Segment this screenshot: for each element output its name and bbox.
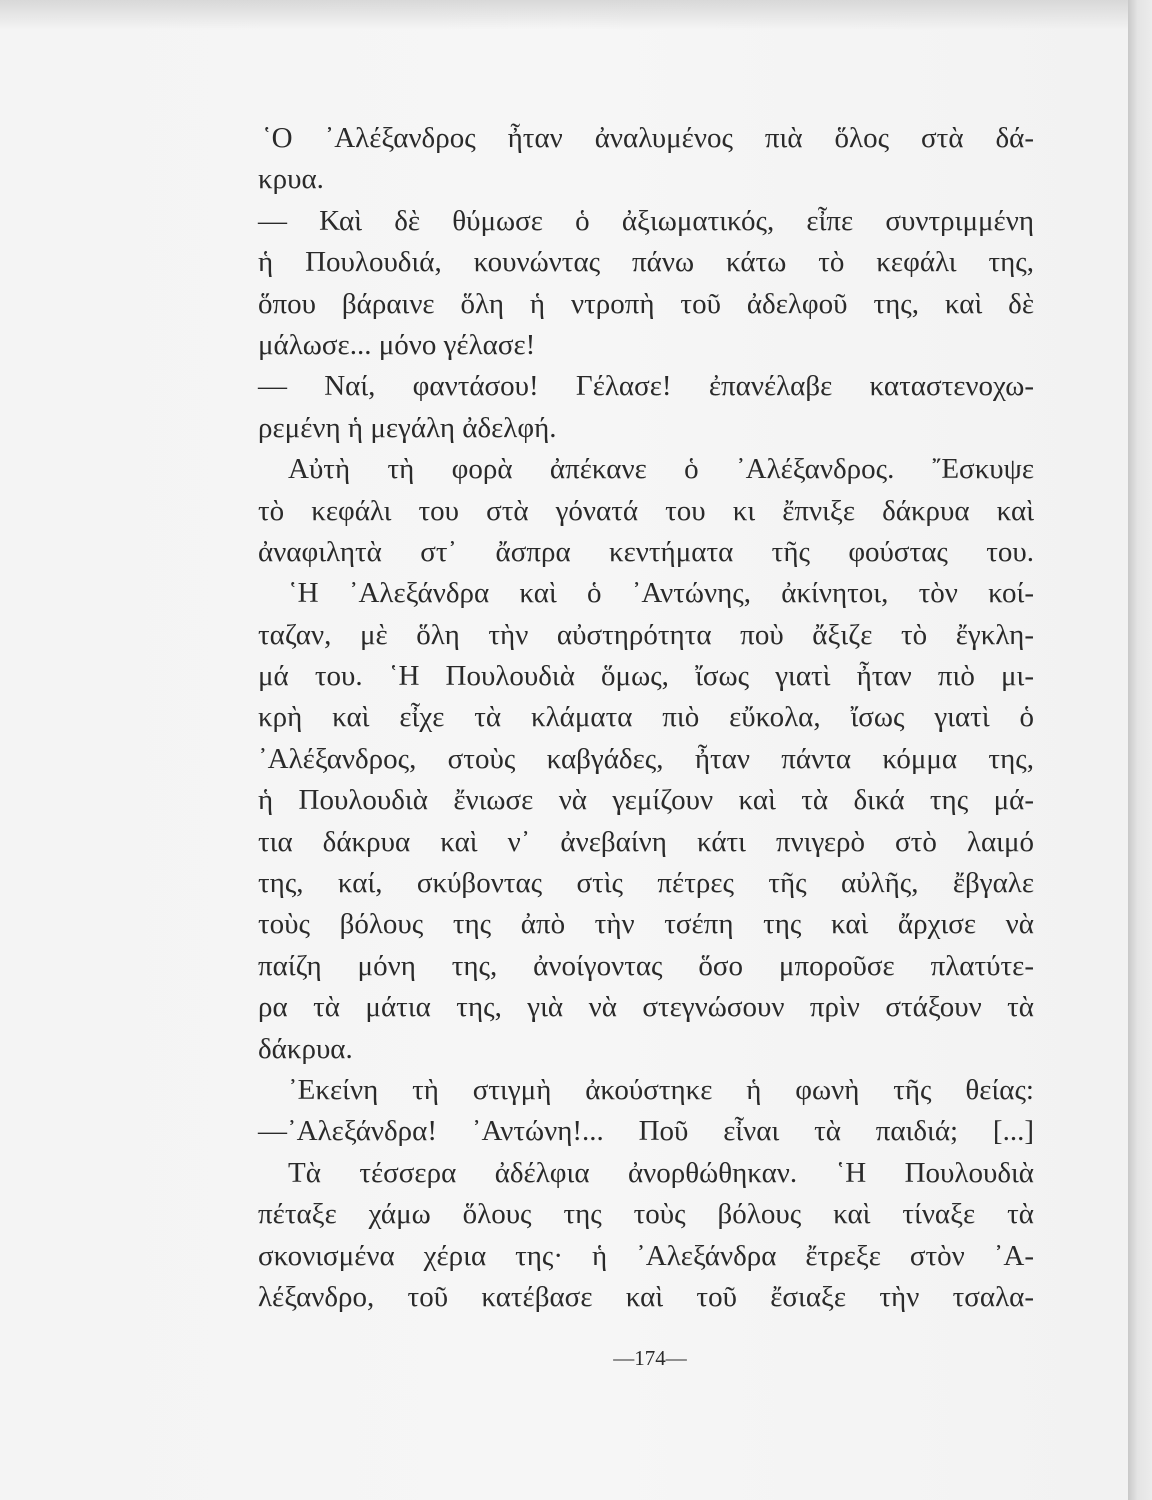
- text-line: — Καὶ δὲ θύμωσε ὁ ἀξιωματικός, εἶπε συντριμμένη: [258, 204, 1034, 237]
- text-line: Τὰ τέσσερα ἀδέλφια ἀνορθώθηκαν. ῾Η Πουλουδιὰ: [288, 1156, 1034, 1189]
- text-line: ᾿Αλέξανδρος, στοὺς καβγάδες, ἦταν πάντα κόμμα της,: [258, 742, 1034, 775]
- page-number: —174—: [613, 1346, 687, 1370]
- text-line: ᾿Εκείνη τὴ στιγμὴ ἀκούστηκε ἡ φωνὴ τῆς θείας:: [288, 1073, 1034, 1106]
- text-line: τοὺς βόλους της ἀπὸ τὴν τσέπη της καὶ ἄρχισε νὰ: [258, 908, 1034, 941]
- text-line: κρυα.: [258, 163, 324, 196]
- text-line: δάκρυα.: [258, 1032, 353, 1065]
- page-edge-shadow: [1128, 0, 1152, 1500]
- text-line: ἡ Πουλουδιά, κουνώντας πάνω κάτω τὸ κεφάλι της,: [258, 246, 1034, 279]
- text-line: μάλωσε... μόνο γέλασε!: [258, 328, 536, 361]
- text-line: σκονισμένα χέρια της· ἡ ᾿Αλεξάνδρα ἔτρεξε στὸν ᾿Α-: [258, 1239, 1034, 1272]
- text-line: — Ναί, φαντάσου! Γέλασε! ἐπανέλαβε καταστενοχω-: [258, 370, 1034, 403]
- text-line: ἀναφιλητὰ στ᾿ ἄσπρα κεντήματα τῆς φούστας του.: [258, 535, 1034, 568]
- text-line: λέξανδρο, τοῦ κατέβασε καὶ τοῦ ἔσιαξε τὴν τσαλα-: [258, 1280, 1034, 1313]
- body-text: [258, 118, 1034, 1318]
- text-line: ῾Ο ᾿Αλέξανδρος ἦταν ἀναλυμένος πιὰ ὅλος στὰ δά-: [262, 122, 1034, 154]
- text-line: Αὐτὴ τὴ φορὰ ἀπέκανε ὁ ᾿Αλέξανδρος. ῎Εσκυψε: [288, 453, 1034, 486]
- text-line: ταζαν, μὲ ὅλη τὴν αὐστηρότητα ποὺ ἄξιζε τὸ ἔγκλη-: [258, 618, 1034, 651]
- text-line: ρεμένη ἡ μεγάλη ἀδελφή.: [258, 411, 557, 444]
- text-line: τια δάκρυα καὶ ν᾿ ἀνεβαίνη κάτι πνιγερὸ στὸ λαιμό: [258, 825, 1034, 858]
- text-line: τὸ κεφάλι του στὰ γόνατά του κι ἔπνιξε δάκρυα καὶ: [258, 494, 1034, 527]
- text-line: ρα τὰ μάτια της, γιὰ νὰ στεγνώσουν πρὶν στάξουν τὰ: [258, 991, 1034, 1024]
- text-line: πέταξε χάμω ὅλους της τοὺς βόλους καὶ τίναξε τὰ: [258, 1198, 1034, 1231]
- scan-top-shadow: [0, 0, 1128, 30]
- text-line: παίζη μόνη της, ἀνοίγοντας ὅσο μποροῦσε πλατύτε-: [258, 949, 1034, 982]
- text-line: μά του. ῾Η Πουλουδιὰ ὅμως, ἴσως γιατὶ ἦταν πιὸ μι-: [258, 660, 1034, 693]
- text-line: ἡ Πουλουδιὰ ἔνιωσε νὰ γεμίζουν καὶ τὰ δικά της μά-: [258, 784, 1034, 817]
- text-line: κρὴ καὶ εἶχε τὰ κλάματα πιὸ εὔκολα, ἴσως γιατὶ ὁ: [258, 701, 1034, 734]
- text-line: ὅπου βάραινε ὅλη ἡ ντροπὴ τοῦ ἀδελφοῦ της, καὶ δὲ: [258, 287, 1034, 320]
- text-line: —᾿Αλεξάνδρα! ᾿Αντώνη!... Ποῦ εἶναι τὰ παιδιά; [...]: [258, 1115, 1034, 1148]
- text-line: ῾Η ᾿Αλεξάνδρα καὶ ὁ ᾿Αντώνης, ἀκίνητοι, τὸν κοί-: [288, 577, 1034, 610]
- text-line: της, καί, σκύβοντας στὶς πέτρες τῆς αὐλῆς, ἔβγαλε: [258, 867, 1034, 900]
